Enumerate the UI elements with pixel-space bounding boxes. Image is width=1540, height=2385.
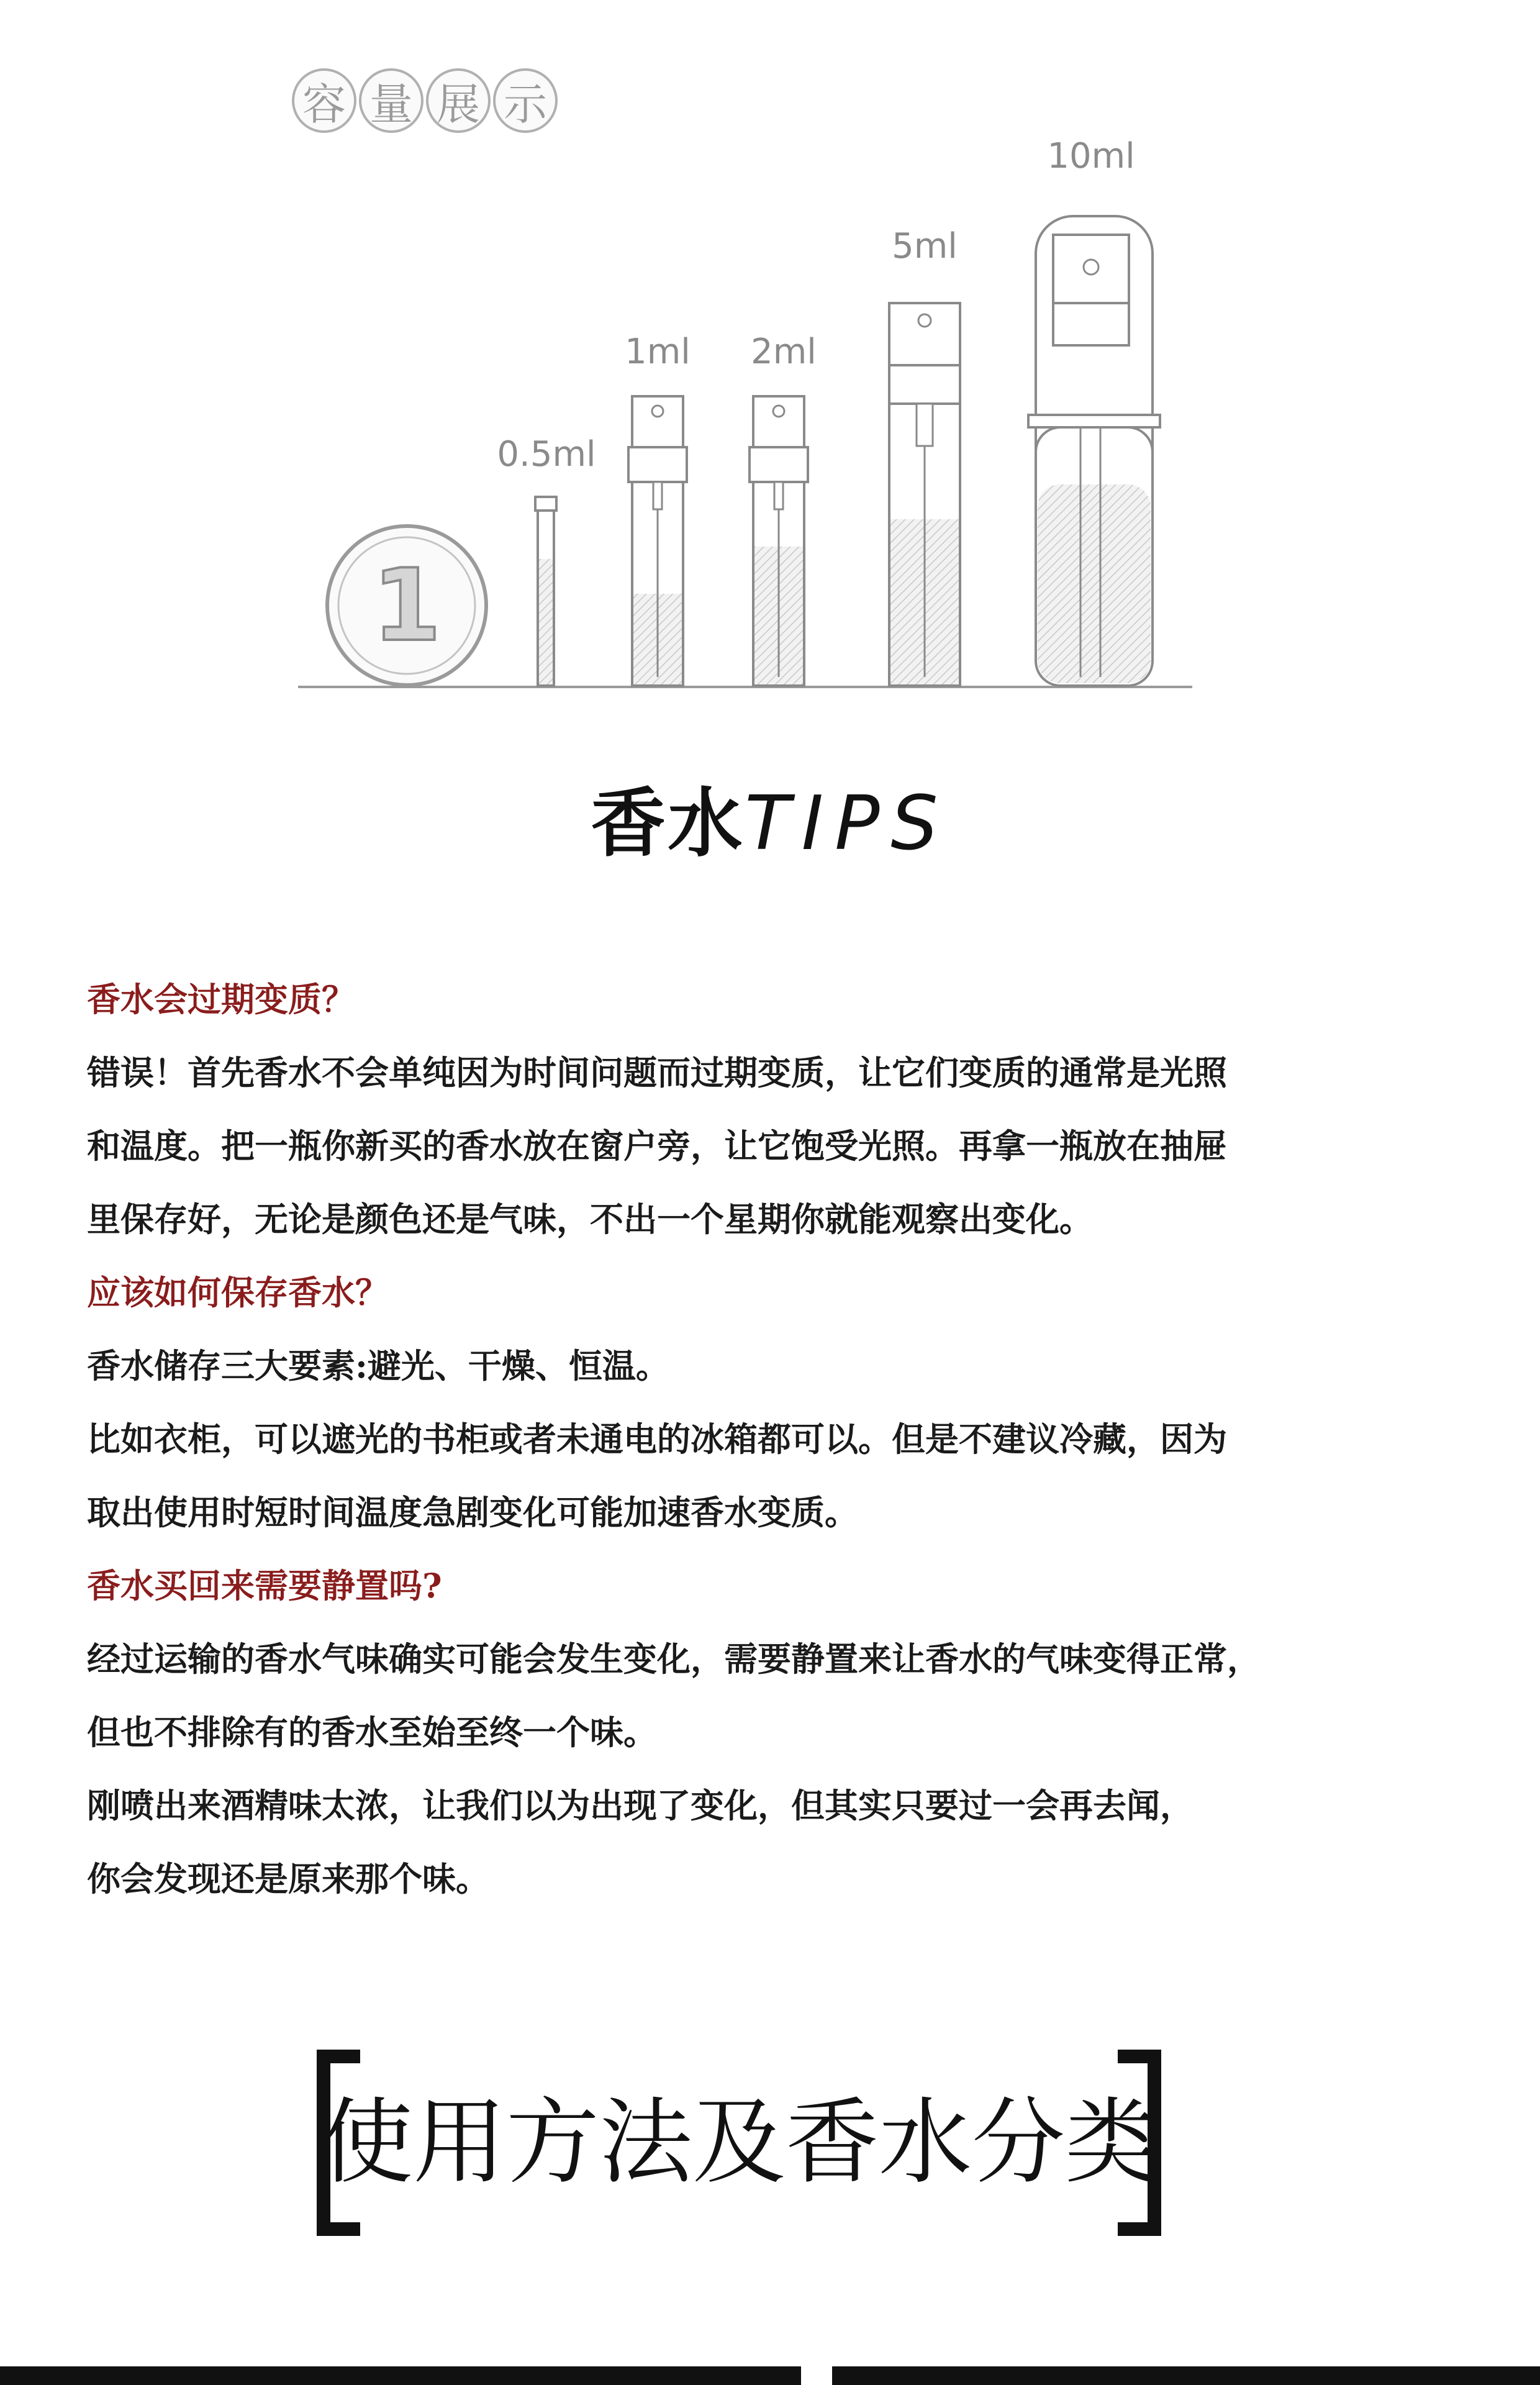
coin-label: 1: [372, 547, 442, 663]
tip-answer-line: 和温度。把一瓶你新买的香水放在窗户旁，让它饱受光照。再拿一瓶放在抽屉: [87, 1126, 1227, 1166]
tip-answer-line: 经过运输的香水气味确实可能会发生变化，需要静置来让香水的气味变得正常，: [87, 1639, 1261, 1679]
tips-title-cjk: 香水: [591, 779, 745, 867]
tip-section: [87, 963, 1478, 1256]
bottle-5ml: [889, 303, 960, 686]
tips-title-latin: TIPS: [745, 781, 949, 867]
size-label-0-5ml: 0.5ml: [497, 434, 596, 475]
bottle-2ml: [750, 396, 808, 686]
coin-icon: [327, 526, 486, 685]
tip-question: 香水买回来需要静置吗?: [87, 1566, 442, 1606]
usage-heading: [317, 2050, 1161, 2236]
bottom-bar-left: [0, 2366, 801, 2385]
capacity-title-char: 容: [292, 68, 356, 133]
size-label-10ml: 10ml: [1047, 136, 1135, 176]
tip-answer-line: 错误！首先香水不会单纯因为时间问题而过期变质，让它们变质的通常是光照: [87, 1053, 1227, 1093]
size-label-1ml: 1ml: [625, 332, 691, 372]
bottom-bar-right: [832, 2366, 1540, 2385]
tip-answer-line: 你会发现还是原来那个味。: [87, 1859, 489, 1899]
capacity-title-char: 示: [493, 68, 558, 133]
tip-section: [87, 1256, 1478, 1549]
tip-answer-line: 取出使用时短时间温度急剧变化可能加速香水变质。: [87, 1492, 858, 1532]
size-label-2ml: 2ml: [751, 332, 817, 372]
capacity-title: [292, 68, 558, 133]
tip-answer-line: 比如衣柜，可以遮光的书柜或者未通电的冰箱都可以。但是不建议冷藏，因为: [87, 1419, 1227, 1459]
bottle-10ml: [1028, 216, 1160, 686]
tip-question: 应该如何保存香水？: [87, 1273, 389, 1312]
tip-answer-line: 里保存好，无论是颜色还是气味，不出一个星期你就能观察出变化。: [87, 1199, 1093, 1239]
bottle-1ml: [628, 396, 687, 686]
tip-answer-line: 香水储存三大要素:避光、干燥、恒温。: [87, 1346, 669, 1386]
tips-title: [0, 764, 1540, 871]
tip-answer-line: 但也不排除有的香水至始至终一个味。: [87, 1712, 657, 1752]
capacity-illustration: [0, 124, 1540, 714]
tips-body: [87, 963, 1478, 1915]
tip-answer-line: 刚喷出来酒精味太浓，让我们以为出现了变化，但其实只要过一会再去闻，: [87, 1786, 1194, 1825]
usage-heading-text: 使用方法及香水分类: [319, 2089, 1158, 2197]
capacity-title-char: 展: [426, 68, 491, 133]
tip-section: [87, 1549, 1478, 1915]
tip-question: 香水会过期变质？: [87, 979, 355, 1019]
bottle-0-5ml: [535, 497, 556, 686]
capacity-title-char: 量: [359, 68, 424, 133]
size-label-5ml: 5ml: [892, 226, 958, 266]
